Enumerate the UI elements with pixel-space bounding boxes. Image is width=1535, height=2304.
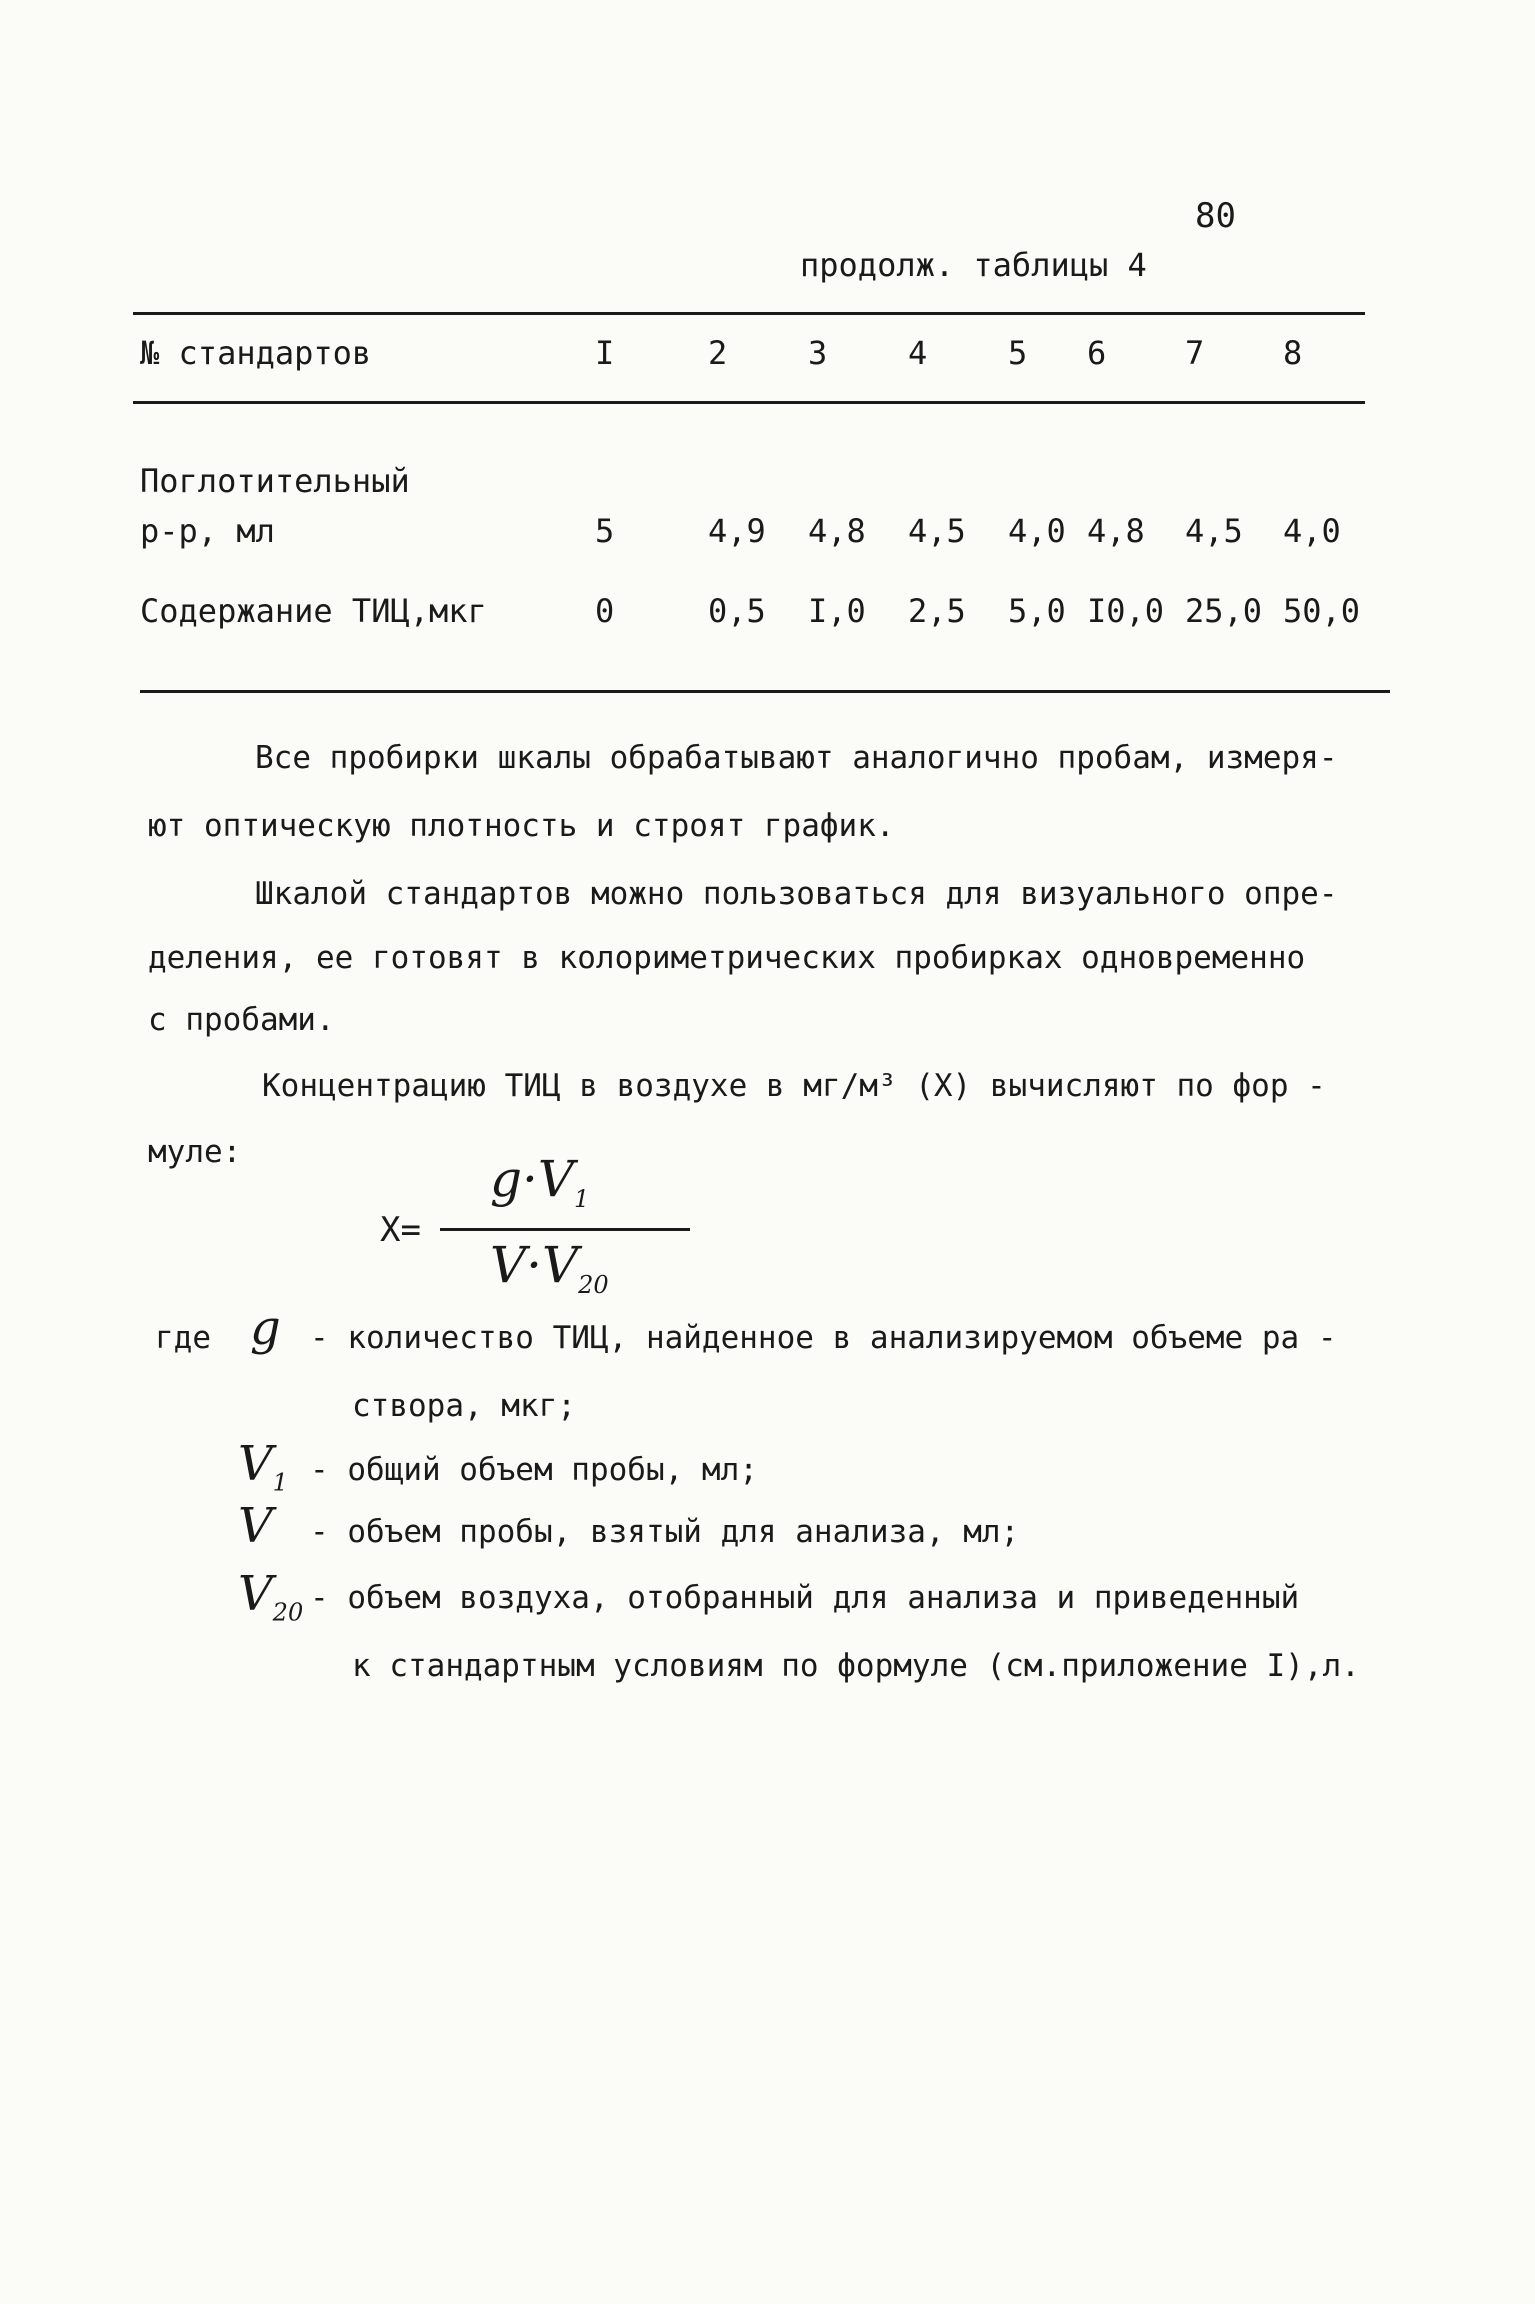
table-cell: 4,8 bbox=[808, 512, 866, 550]
table-header-col-7: 7 bbox=[1185, 334, 1205, 372]
table-cell: 4,0 bbox=[1283, 512, 1341, 550]
legend-v20-text: - объем воздуха, отобранный для анализа и приведенный bbox=[310, 1580, 1300, 1616]
table-bottom-rule bbox=[140, 690, 1390, 693]
legend-symbol-g: g bbox=[250, 1300, 281, 1356]
table-cell: 4,8 bbox=[1087, 512, 1145, 550]
legend-g-text: - количество ТИЦ, найденное в анализируемом объеме ра - bbox=[310, 1320, 1337, 1356]
row-label: Содержание ТИЦ,мкг bbox=[140, 592, 487, 630]
table-caption: продолж. таблицы 4 bbox=[800, 246, 1147, 284]
page-number: 80 bbox=[1195, 196, 1236, 236]
legend-symbol-v: V bbox=[238, 1498, 273, 1554]
formula-denominator: $V\cdot V_{20}$ bbox=[490, 1236, 609, 1299]
table-header-col-8: 8 bbox=[1283, 334, 1303, 372]
legend-g-text-cont: створа, мкг; bbox=[352, 1388, 576, 1424]
table-cell: 5,0 bbox=[1008, 592, 1066, 630]
table-cell: I0,0 bbox=[1087, 592, 1165, 630]
paragraph-line: с пробами. bbox=[148, 1002, 335, 1038]
paragraph-line: Концентрацию ТИЦ в воздухе в мг/м³ (X) вычисляют по фор - bbox=[262, 1068, 1326, 1104]
formula-lhs: X= bbox=[380, 1210, 421, 1250]
table-cell: 5 bbox=[595, 512, 615, 550]
formula-fraction-bar bbox=[440, 1228, 690, 1231]
table-header-col-4: 4 bbox=[908, 334, 928, 372]
table-header-col-1: I bbox=[595, 334, 615, 372]
row-label: Поглотительный bbox=[140, 462, 410, 500]
table-cell: 50,0 bbox=[1283, 592, 1361, 630]
paragraph-line: Шкалой стандартов можно пользоваться для визуального опре- bbox=[255, 876, 1338, 912]
legend-symbol-v1: $V_1$ bbox=[238, 1436, 288, 1497]
table-header-col-6: 6 bbox=[1087, 334, 1107, 372]
legend-where: где bbox=[155, 1320, 211, 1356]
legend-v-text: - объем пробы, взятый для анализа, мл; bbox=[310, 1514, 1020, 1550]
table-cell: 4,5 bbox=[1185, 512, 1243, 550]
formula-numerator: $g\cdot V_1$ bbox=[490, 1150, 590, 1213]
table-header-label: № стандартов bbox=[140, 334, 372, 372]
paragraph-line: муле: bbox=[148, 1134, 242, 1170]
table-header-col-3: 3 bbox=[808, 334, 828, 372]
table-cell: 0 bbox=[595, 592, 615, 630]
table-cell: 4,0 bbox=[1008, 512, 1066, 550]
legend-symbol-v20: $V_{20}$ bbox=[238, 1566, 304, 1627]
table-cell: I,0 bbox=[808, 592, 866, 630]
table-header-rule bbox=[133, 401, 1365, 404]
table-cell: 4,9 bbox=[708, 512, 766, 550]
table-cell: 2,5 bbox=[908, 592, 966, 630]
legend-v20-text-cont: к стандартным условиям по формуле (см.приложение I),л. bbox=[352, 1648, 1360, 1684]
table-cell: 0,5 bbox=[708, 592, 766, 630]
table-top-rule bbox=[133, 312, 1365, 315]
paragraph-line: деления, ее готовят в колориметрических пробирках одновременно bbox=[148, 940, 1306, 976]
legend-v1-text: - общий объем пробы, мл; bbox=[310, 1452, 758, 1488]
table-header-col-2: 2 bbox=[708, 334, 728, 372]
paragraph-line: Все пробирки шкалы обрабатывают аналогично пробам, измеря- bbox=[255, 740, 1338, 776]
table-header-col-5: 5 bbox=[1008, 334, 1028, 372]
paragraph-line: ют оптическую плотность и строят график. bbox=[148, 808, 895, 844]
table-cell: 4,5 bbox=[908, 512, 966, 550]
table-cell: 25,0 bbox=[1185, 592, 1263, 630]
row-label-cont: р-р, мл bbox=[140, 512, 275, 550]
